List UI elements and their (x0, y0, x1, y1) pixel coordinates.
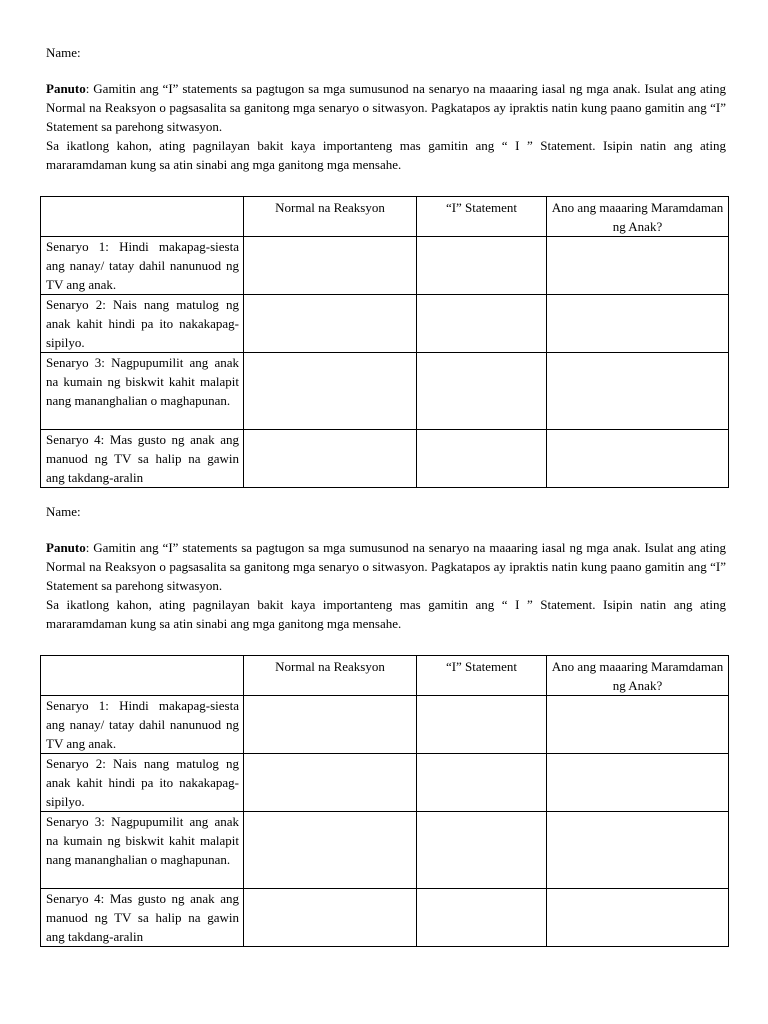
scenario-table (40, 655, 729, 947)
header-i-statement: “I” Statement (417, 197, 547, 237)
name-label: Name: (46, 504, 81, 519)
table-header-row (41, 656, 729, 696)
maramdaman-cell[interactable] (547, 754, 729, 812)
table-header-row (41, 197, 729, 237)
table-row (41, 430, 729, 488)
header-maramdaman: Ano ang maaaring Maramdaman ng Anak? (547, 656, 729, 696)
normal-reaksyon-cell[interactable] (244, 295, 417, 353)
table-row (41, 812, 729, 889)
header-normal-reaksyon: Normal na Reaksyon (244, 197, 417, 237)
name-label: Name: (46, 45, 81, 60)
scenario-4-cell: Senaryo 4: Mas gusto ng anak ang manuod ng TV sa halip na gawin ang takdang-aralin (41, 889, 244, 947)
header-empty (41, 656, 244, 696)
instructions-paragraph-2: Sa ikatlong kahon, ating pagnilayan bakit kaya importanteng mas gamitin ang “ I ” Statement. Isipin natin ang ating mararamdaman kung sa atin sinabi ang mga ganitong mga mensahe. (46, 138, 726, 172)
maramdaman-cell[interactable] (547, 812, 729, 889)
panuto-label: Panuto (46, 540, 86, 555)
scenario-table (40, 196, 729, 488)
table-row (41, 295, 729, 353)
normal-reaksyon-cell[interactable] (244, 237, 417, 295)
normal-reaksyon-cell[interactable] (244, 754, 417, 812)
i-statement-cell[interactable] (417, 754, 547, 812)
table-row (41, 237, 729, 295)
table-row (41, 889, 729, 947)
instructions-paragraph-2: Sa ikatlong kahon, ating pagnilayan bakit kaya importanteng mas gamitin ang “ I ” Statement. Isipin natin ang ating mararamdaman kung sa atin sinabi ang mga ganitong mga mensahe. (46, 597, 726, 631)
table-row (41, 696, 729, 754)
scenario-4-cell: Senaryo 4: Mas gusto ng anak ang manuod ng TV sa halip na gawin ang takdang-aralin (41, 430, 244, 488)
maramdaman-cell[interactable] (547, 430, 729, 488)
panuto-label: Panuto (46, 81, 86, 96)
scenario-1-cell: Senaryo 1: Hindi makapag-siesta ang nanay/ tatay dahil nanunuod ng TV ang anak. (41, 237, 244, 295)
maramdaman-cell[interactable] (547, 295, 729, 353)
instructions-text-1: : Gamitin ang “I” statements sa pagtugon sa mga sumusunod na senaryo na maaaring iasal ng mga anak. Isulat ang ating Normal na Reaksyon o pagsasalita sa ganitong mga senaryo o sitwasyon. Pagkatapos ay ipraktis natin kung paano gamitin ang “I” Statement sa parehong sitwasyon. (46, 81, 726, 134)
maramdaman-cell[interactable] (547, 237, 729, 295)
instructions (46, 79, 726, 174)
header-empty (41, 197, 244, 237)
instructions (46, 538, 726, 633)
instructions-paragraph-1 (46, 538, 726, 595)
worksheet-2 (40, 503, 728, 944)
i-statement-cell[interactable] (417, 812, 547, 889)
i-statement-cell[interactable] (417, 295, 547, 353)
instructions-text-1: : Gamitin ang “I” statements sa pagtugon sa mga sumusunod na senaryo na maaaring iasal ng mga anak. Isulat ang ating Normal na Reaksyon o pagsasalita sa ganitong mga senaryo o sitwasyon. Pagkatapos ay ipraktis natin kung paano gamitin ang “I” Statement sa parehong sitwasyon. (46, 540, 726, 593)
worksheet-1 (40, 44, 728, 485)
normal-reaksyon-cell[interactable] (244, 696, 417, 754)
maramdaman-cell[interactable] (547, 889, 729, 947)
instructions-paragraph-1 (46, 79, 726, 136)
header-normal-reaksyon: Normal na Reaksyon (244, 656, 417, 696)
normal-reaksyon-cell[interactable] (244, 430, 417, 488)
maramdaman-cell[interactable] (547, 696, 729, 754)
scenario-1-cell: Senaryo 1: Hindi makapag-siesta ang nanay/ tatay dahil nanunuod ng TV ang anak. (41, 696, 244, 754)
scenario-3-cell: Senaryo 3: Nagpupumilit ang anak na kumain ng biskwit kahit malapit nang mananghalian o maghapunan. (41, 353, 244, 430)
i-statement-cell[interactable] (417, 430, 547, 488)
scenario-2-cell: Senaryo 2: Nais nang matulog ng anak kahit hindi pa ito nakakapag-sipilyo. (41, 295, 244, 353)
header-maramdaman: Ano ang maaaring Maramdaman ng Anak? (547, 197, 729, 237)
i-statement-cell[interactable] (417, 696, 547, 754)
normal-reaksyon-cell[interactable] (244, 353, 417, 430)
i-statement-cell[interactable] (417, 353, 547, 430)
table-row (41, 754, 729, 812)
i-statement-cell[interactable] (417, 237, 547, 295)
scenario-2-cell: Senaryo 2: Nais nang matulog ng anak kahit hindi pa ito nakakapag-sipilyo. (41, 754, 244, 812)
maramdaman-cell[interactable] (547, 353, 729, 430)
header-i-statement: “I” Statement (417, 656, 547, 696)
i-statement-cell[interactable] (417, 889, 547, 947)
normal-reaksyon-cell[interactable] (244, 812, 417, 889)
table-row (41, 353, 729, 430)
scenario-3-cell: Senaryo 3: Nagpupumilit ang anak na kumain ng biskwit kahit malapit nang mananghalian o maghapunan. (41, 812, 244, 889)
normal-reaksyon-cell[interactable] (244, 889, 417, 947)
